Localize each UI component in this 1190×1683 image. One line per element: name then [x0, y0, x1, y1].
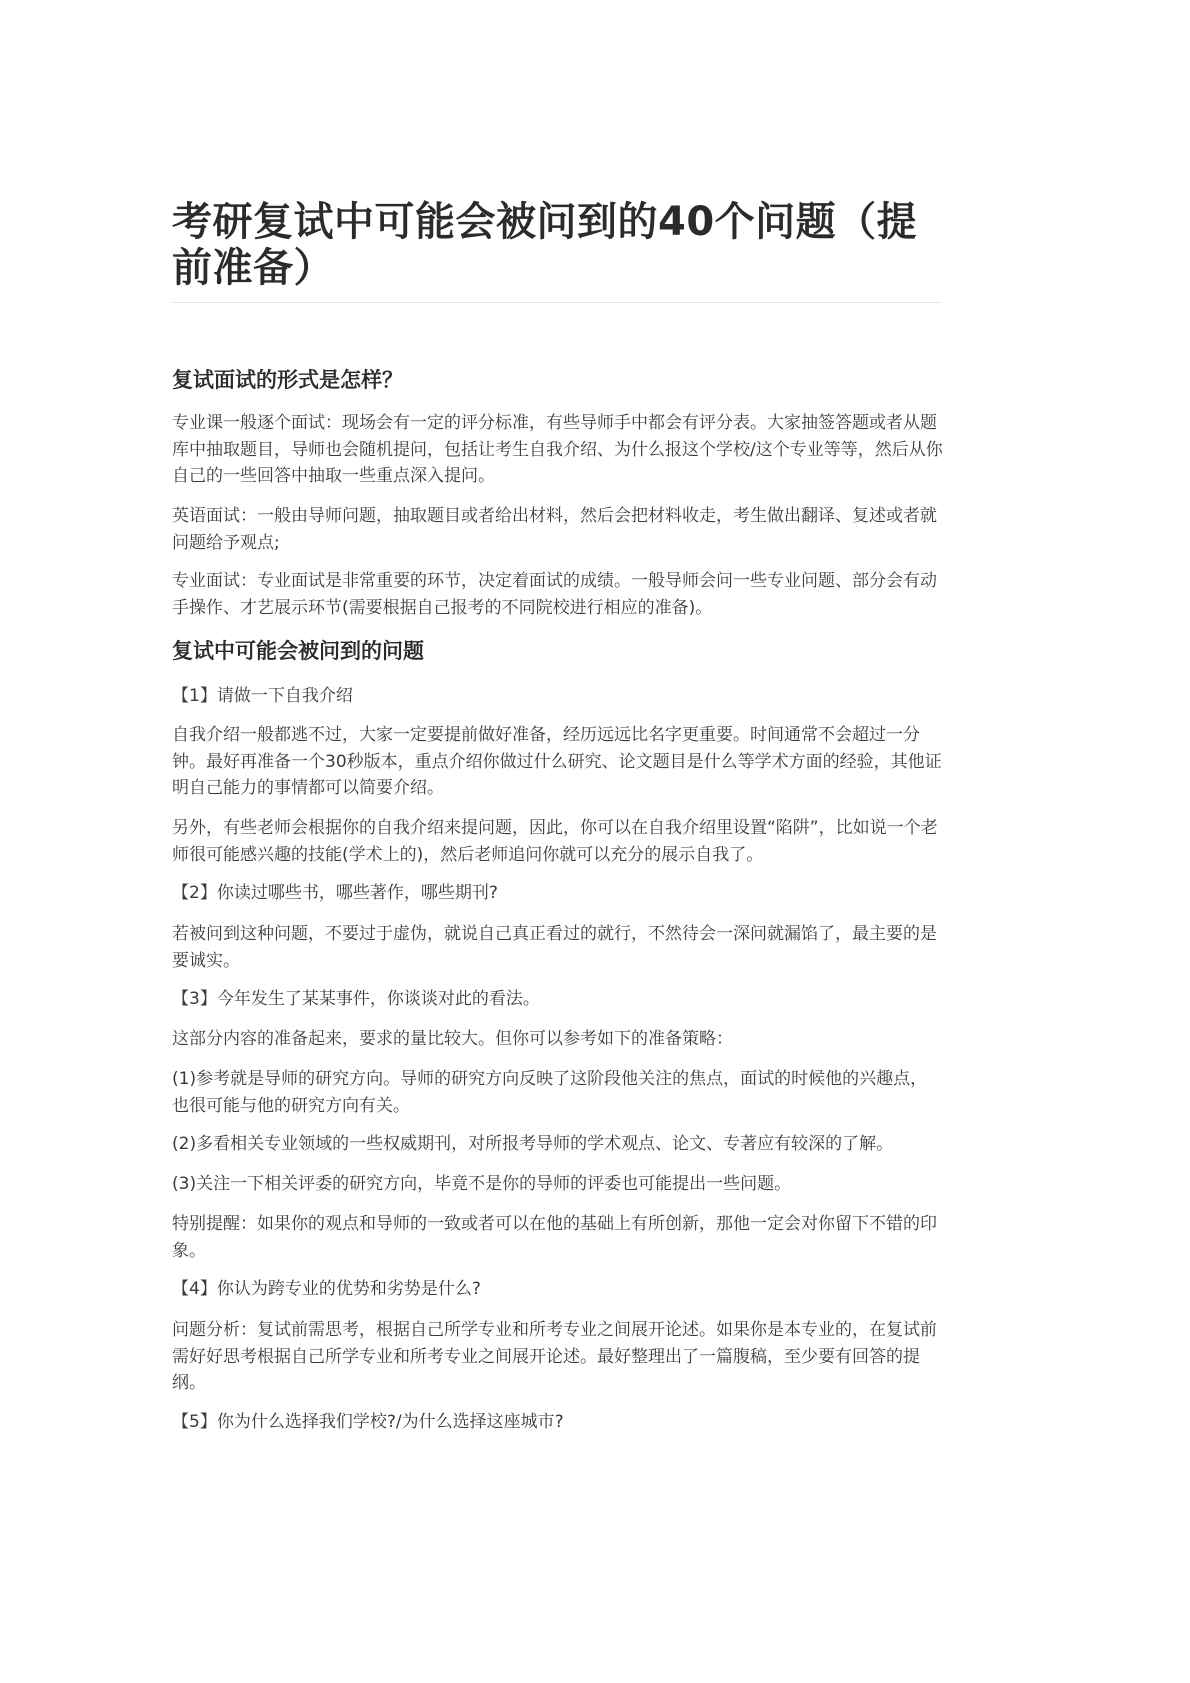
question: 【1】请做一下自我介绍	[172, 686, 353, 706]
question: 【2】你读过哪些书，哪些著作，哪些期刊?	[172, 883, 498, 903]
title-divider	[172, 302, 942, 303]
section-heading: 复试中可能会被问到的问题	[172, 639, 424, 663]
paragraph: 特别提醒：如果你的观点和导师的一致或者可以在他的基础上有所创新，那他一定会对你留下不错的印象。	[172, 1214, 937, 1261]
paragraph: 问题分析：复试前需思考，根据自己所学专业和所考专业之间展开论述。如果你是本专业的，在复试前需好好思考根据自己所学专业和所考专业之间展开论述。最好整理出了一篇腹稿，至少要有回答的提纲。	[172, 1320, 937, 1393]
paragraph: 英语面试：一般由导师问题，抽取题目或者给出材料，然后会把材料收走，考生做出翻译、复述或者就问题给予观点;	[172, 506, 937, 553]
paragraph: 这部分内容的准备起来，要求的量比较大。但你可以参考如下的准备策略：	[172, 1029, 733, 1049]
question: 【4】你认为跨专业的优势和劣势是什么?	[172, 1279, 481, 1299]
section-heading: 复试面试的形式是怎样？	[172, 368, 403, 392]
paragraph: 若被问到这种问题，不要过于虚伪，就说自己真正看过的就行，不然待会一深问就漏馅了，最主要的是要诚实。	[172, 924, 937, 971]
paragraph: (1)参考就是导师的研究方向。导师的研究方向反映了这阶段他关注的焦点，面试的时候他的兴趣点，也很可能与他的研究方向有关。	[172, 1069, 928, 1116]
paragraph: 另外，有些老师会根据你的自我介绍来提问题，因此，你可以在自我介绍里设置“陷阱”，比如说一个老师很可能感兴趣的技能(学术上的)，然后老师追问你就可以充分的展示自我了。	[172, 818, 938, 865]
paragraph: 自我介绍一般都逃不过，大家一定要提前做好准备，经历远远比名字更重要。时间通常不会超过一分钟。最好再准备一个30秒版本，重点介绍你做过什么研究、论文题目是什么等学术方面的经验，其他证明自己能力的事情都可以简要介绍。	[172, 725, 942, 798]
question: 【5】你为什么选择我们学校?/为什么选择这座城市?	[172, 1412, 564, 1432]
paragraph: 专业面试：专业面试是非常重要的环节，决定着面试的成绩。一般导师会问一些专业问题、部分会有动手操作、才艺展示环节(需要根据自己报考的不同院校进行相应的准备)。	[172, 571, 937, 618]
page-title: 考研复试中可能会被问到的40个问题（提前准备）	[172, 199, 918, 291]
paragraph: (2)多看相关专业领域的一些权威期刊，对所报考导师的学术观点、论文、专著应有较深的了解。	[172, 1134, 894, 1154]
paragraph: (3)关注一下相关评委的研究方向，毕竟不是你的导师的评委也可能提出一些问题。	[172, 1174, 792, 1194]
paragraph: 专业课一般逐个面试：现场会有一定的评分标准，有些导师手中都会有评分表。大家抽签答题或者从题库中抽取题目，导师也会随机提问，包括让考生自我介绍、为什么报这个学校/这个专业等等，然后从你自己的一些回答中抽取一些重点深入提问。	[172, 413, 943, 486]
question: 【3】今年发生了某某事件，你谈谈对此的看法。	[172, 989, 540, 1009]
